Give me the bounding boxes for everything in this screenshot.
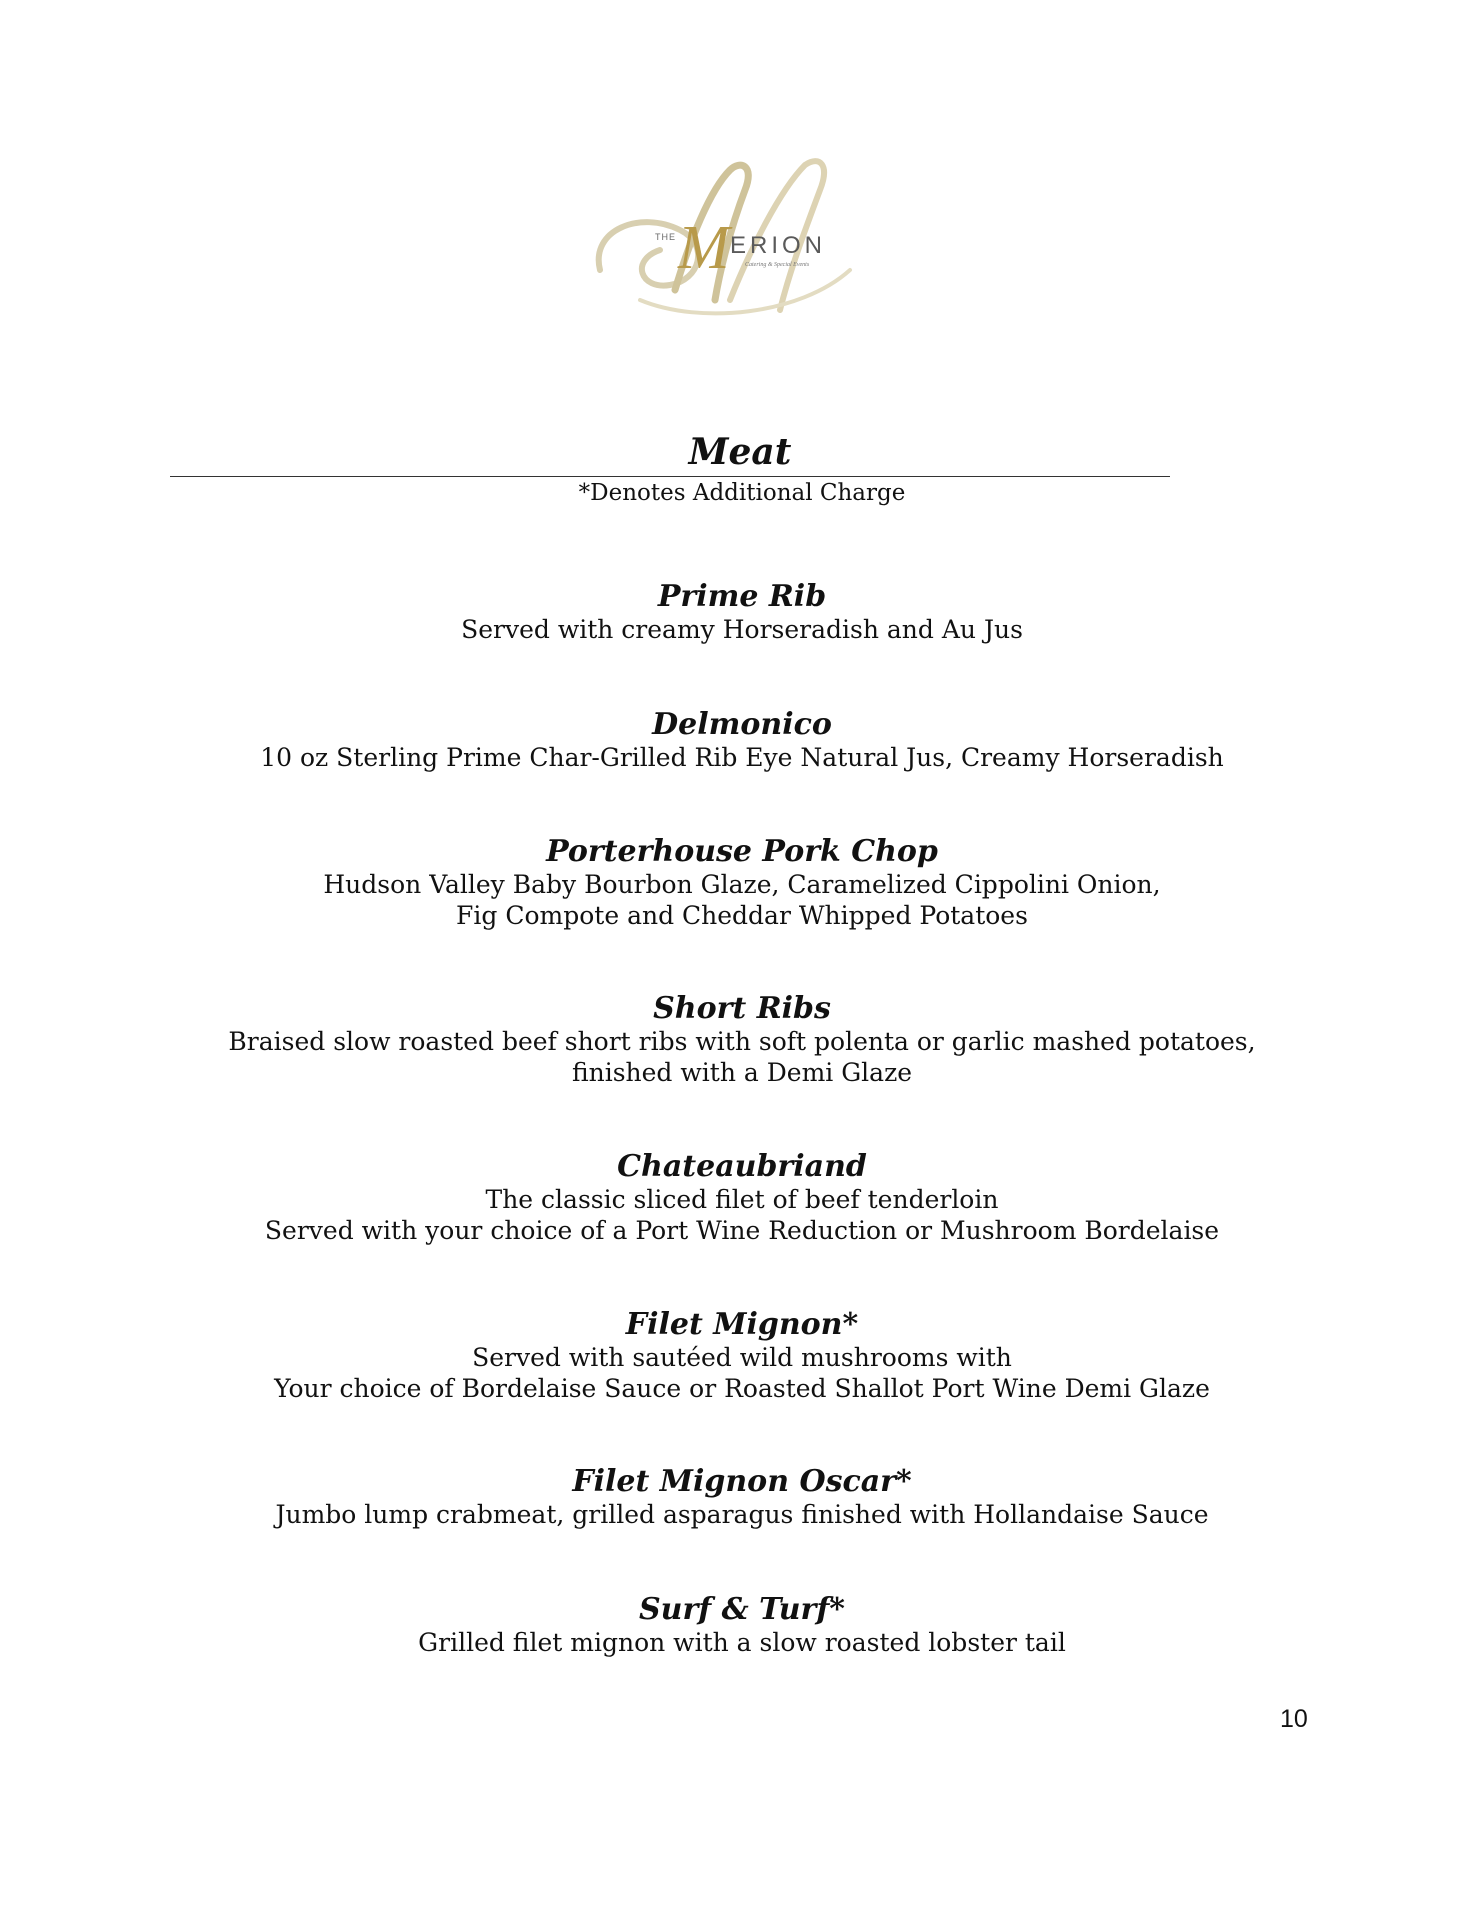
menu-item-name: Prime Rib	[657, 579, 827, 614]
menu-item-description: Braised slow roasted beef short ribs with soft polenta or garlic mashed potatoes,	[228, 1027, 1256, 1056]
menu-item-name: Chateaubriand	[617, 1149, 867, 1184]
section-header	[170, 432, 1170, 472]
menu-item	[0, 580, 1484, 645]
menu-item-name: Short Ribs	[653, 991, 831, 1026]
menu-item	[0, 992, 1484, 1088]
logo-name: ERION	[730, 232, 827, 259]
menu-item-description: finished with a Demi Glaze	[571, 1058, 913, 1087]
menu-item	[0, 1150, 1484, 1246]
page-number: 10	[1280, 1705, 1308, 1733]
menu-item-name: Delmonico	[652, 707, 832, 742]
menu-item	[0, 1308, 1484, 1404]
menu-item-name: Surf & Turf*	[639, 1592, 845, 1627]
menu-item-description: Served with your choice of a Port Wine Reduction or Mushroom Bordelaise	[264, 1216, 1220, 1245]
logo-script-flourish	[640, 270, 850, 313]
menu-item-name: Filet Mignon*	[625, 1307, 859, 1342]
menu-item-description: Jumbo lump crabmeat, grilled asparagus finished with Hollandaise Sauce	[275, 1500, 1209, 1529]
merion-logo	[580, 150, 900, 320]
heading-divider	[170, 476, 1170, 477]
menu-item-description: Served with creamy Horseradish and Au Jus	[461, 615, 1023, 644]
menu-item-description: 10 oz Sterling Prime Char-Grilled Rib Eye Natural Jus, Creamy Horseradish	[260, 743, 1224, 772]
additional-charge-note: *Denotes Additional Charge	[578, 480, 906, 506]
menu-item	[0, 1465, 1484, 1530]
logo-the: THE	[655, 232, 676, 242]
menu-item	[0, 1593, 1484, 1658]
menu-item-name: Filet Mignon Oscar*	[572, 1464, 912, 1499]
menu-item-name: Porterhouse Pork Chop	[546, 834, 938, 869]
menu-item-description: Hudson Valley Baby Bourbon Glaze, Caramelized Cippolini Onion,	[323, 870, 1161, 899]
menu-item-description: Fig Compote and Cheddar Whipped Potatoes	[456, 901, 1028, 930]
logo-initial-m: M	[678, 214, 730, 282]
menu-item-description: Served with sautéed wild mushrooms with	[472, 1343, 1012, 1372]
section-title: Meat	[688, 431, 792, 473]
menu-item-description: Your choice of Bordelaise Sauce or Roasted Shallot Port Wine Demi Glaze	[274, 1374, 1210, 1403]
menu-item	[0, 835, 1484, 931]
menu-item-description: Grilled filet mignon with a slow roasted lobster tail	[418, 1628, 1066, 1657]
menu-item-description: The classic sliced filet of beef tenderloin	[485, 1185, 999, 1214]
logo-tagline: Catering & Special Events	[745, 262, 810, 268]
menu-item	[0, 708, 1484, 773]
